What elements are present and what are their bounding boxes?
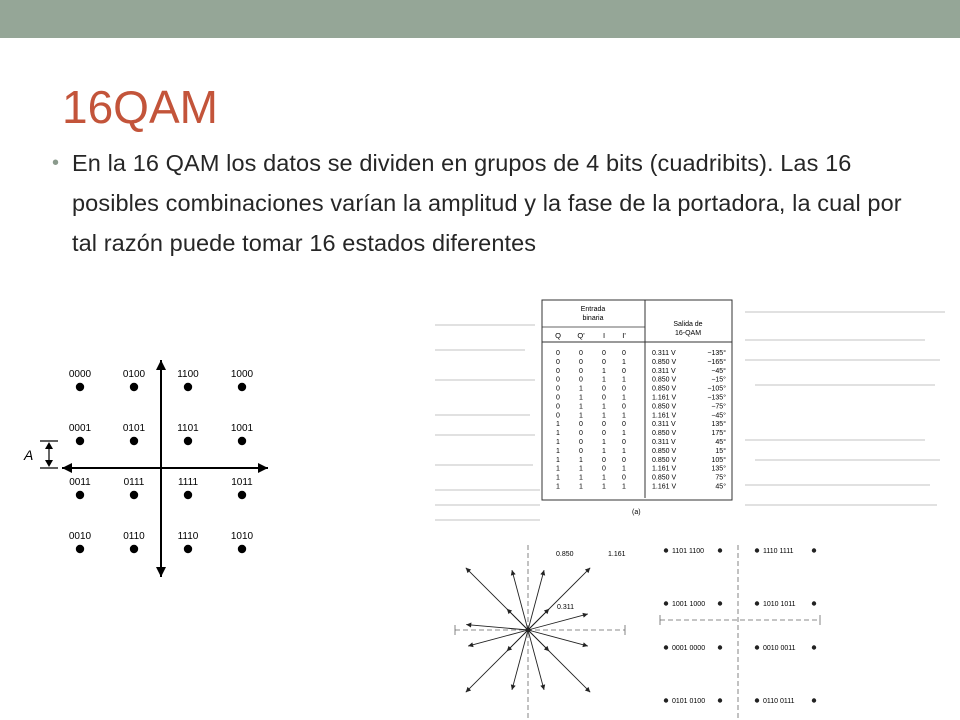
constellation-point-label: 0110 <box>123 531 145 542</box>
phasor-arrowhead <box>582 613 587 618</box>
phasor-origin <box>526 628 531 633</box>
table-column-header: Q <box>555 331 561 340</box>
right-point <box>755 548 759 552</box>
table-cell-phase: −15° <box>711 376 726 384</box>
table-cell-voltage: 0.850 V <box>652 447 677 455</box>
table-cell-bit: 1 <box>622 376 626 384</box>
table-cell-bit: 1 <box>579 465 583 473</box>
phasor-arrowhead <box>582 642 587 647</box>
table-cell-bit: 1 <box>622 447 626 455</box>
right-point <box>812 645 816 649</box>
right-point <box>718 548 722 552</box>
table-cell-bit: 1 <box>622 394 626 402</box>
table-cell-phase: 75° <box>715 474 726 482</box>
constellation-point <box>76 491 84 499</box>
table-cell-phase: 45° <box>715 483 726 491</box>
constellation-point <box>184 383 192 391</box>
right-point-label: 1001 1000 <box>672 601 706 608</box>
table-cell-phase: 175° <box>711 430 726 438</box>
table-cell-bit: 1 <box>556 439 560 446</box>
right-point-label: 1110 1111 <box>763 548 794 555</box>
table-cell-phase: −45° <box>711 367 726 375</box>
table-cell-voltage: 0.850 V <box>652 456 677 464</box>
right-point <box>755 698 759 702</box>
table-column-header: I' <box>622 331 626 340</box>
right-point-label: 0110 0111 <box>763 698 795 705</box>
right-point <box>664 698 668 702</box>
phasor-arrowhead <box>540 570 545 575</box>
phasor-arrowhead <box>466 623 471 628</box>
q-axis-arrow-down <box>156 567 166 577</box>
table-group-header-line1: Entrada <box>580 306 606 313</box>
table-cell-bit: 1 <box>622 483 626 491</box>
table-cell-phase: 135° <box>711 421 726 429</box>
constellation-point-label: 1100 <box>177 369 199 380</box>
table-cell-bit: 1 <box>579 456 583 464</box>
table-cell-voltage: 0.311 V <box>652 367 676 375</box>
phasor-vector <box>466 568 528 630</box>
right-point <box>812 601 816 605</box>
constellation-point <box>238 437 246 445</box>
table-cell-bit: 0 <box>602 385 606 393</box>
table-group-header-line2: binaria <box>582 315 604 322</box>
constellation-point <box>184 437 192 445</box>
table-column-header: Q' <box>577 331 585 340</box>
table-cell-bit: 0 <box>579 430 583 438</box>
table-cell-bit: 0 <box>556 385 560 393</box>
table-cell-bit: 1 <box>602 447 606 455</box>
right-point <box>718 698 722 702</box>
constellation-point <box>76 545 84 553</box>
table-cell-bit: 1 <box>602 403 606 411</box>
table-cell-bit: 0 <box>579 367 583 375</box>
phasor-vector <box>528 570 544 630</box>
table-cell-bit: 1 <box>622 358 626 366</box>
phasor-label: 0.311 <box>557 604 574 611</box>
constellation-point-label: 0000 <box>68 369 92 380</box>
right-point <box>755 645 759 649</box>
phasor-vector <box>466 630 528 692</box>
phasor-vector <box>528 630 544 690</box>
phasor-vector <box>528 630 590 692</box>
constellation-diagram-right <box>650 540 825 720</box>
table-cell-bit: 0 <box>556 394 560 402</box>
table-cell-bit: 1 <box>602 412 606 420</box>
table-cell-bit: 1 <box>602 376 606 384</box>
right-point-label: 0001 0000 <box>672 645 706 652</box>
constellation-point <box>238 491 246 499</box>
table-output-header-line2: 16-QAM <box>674 330 702 337</box>
table-cell-voltage: 0.850 V <box>652 376 677 384</box>
table-cell-phase: 45° <box>715 439 726 446</box>
table-cell-phase: −75° <box>711 403 726 411</box>
table-cell-phase: −105° <box>707 385 726 393</box>
table-cell-voltage: 0.850 V <box>652 430 677 438</box>
table-cell-bit: 0 <box>602 358 606 366</box>
table-cell-voltage: 1.161 V <box>652 412 677 420</box>
i-axis-arrow-right <box>258 463 268 473</box>
phasor-arrowhead <box>511 570 516 575</box>
phasor-vector <box>512 630 528 690</box>
table-cell-phase: 105° <box>711 456 726 464</box>
phasor-vector <box>528 614 588 630</box>
table-cell-bit: 0 <box>602 394 606 402</box>
constellation-point <box>76 437 84 445</box>
right-point <box>664 601 668 605</box>
phasor-arrowhead <box>468 642 473 647</box>
table-cell-bit: 1 <box>556 447 560 455</box>
table-cell-bit: 0 <box>556 412 560 420</box>
right-point <box>812 548 816 552</box>
bullet-marker: • <box>52 152 60 174</box>
phasor-vector <box>466 625 528 630</box>
constellation-point-label: 0101 <box>122 423 146 434</box>
table-cell-bit: 1 <box>556 421 560 429</box>
q-axis-arrow-up <box>156 360 166 370</box>
table-cell-phase: −135° <box>707 394 726 402</box>
i-axis-arrow-left <box>62 463 72 473</box>
constellation-point-label: 0011 <box>69 477 91 488</box>
table-cell-bit: 1 <box>579 385 583 393</box>
table-cell-bit: 1 <box>622 430 626 438</box>
constellation-point-label: 0010 <box>68 531 92 542</box>
table-cell-phase: −45° <box>711 412 726 420</box>
phasor-arrowhead <box>511 684 516 689</box>
right-point <box>812 698 816 702</box>
table-cell-bit: 0 <box>602 421 606 429</box>
truth-table <box>540 298 740 520</box>
table-caption: (a) <box>632 509 641 516</box>
table-cell-bit: 0 <box>602 465 606 473</box>
table-cell-phase: −135° <box>707 350 726 357</box>
constellation-point <box>238 545 246 553</box>
table-cell-bit: 1 <box>602 474 606 482</box>
table-cell-bit: 0 <box>556 367 560 375</box>
phasor-vector <box>468 630 528 646</box>
table-cell-bit: 1 <box>622 465 626 473</box>
table-cell-bit: 0 <box>602 350 606 357</box>
right-point-label: 0010 0011 <box>763 645 796 652</box>
constellation-point <box>130 545 138 553</box>
constellation-point <box>184 491 192 499</box>
phasor-diagram <box>425 540 640 720</box>
constellation-point <box>238 383 246 391</box>
table-cell-bit: 1 <box>579 474 583 482</box>
table-cell-bit: 0 <box>602 456 606 464</box>
table-cell-phase: −165° <box>707 358 726 366</box>
right-point-label: 0101 0100 <box>672 698 706 705</box>
constellation-point <box>130 437 138 445</box>
table-cell-voltage: 0.311 V <box>652 439 676 446</box>
constellation-point-label: 1011 <box>231 477 253 488</box>
constellation-point-label: 0111 <box>123 477 145 488</box>
table-cell-bit: 1 <box>622 412 626 420</box>
phasor-label: 1.161 <box>608 551 626 558</box>
constellation-point-label: 1101 <box>177 423 199 434</box>
phasor-vector <box>512 570 528 630</box>
right-point <box>718 601 722 605</box>
table-cell-phase: 135° <box>711 465 726 473</box>
table-cell-bit: 1 <box>602 439 606 446</box>
phasor-label: 0.850 <box>556 551 574 558</box>
table-cell-voltage: 0.311 V <box>652 421 676 429</box>
table-cell-bit: 0 <box>622 421 626 429</box>
right-point-label: 1010 1011 <box>763 601 796 608</box>
table-cell-bit: 0 <box>579 350 583 357</box>
top-accent-bar <box>0 0 960 38</box>
table-cell-voltage: 1.161 V <box>652 394 677 402</box>
constellation-point-label: 1111 <box>177 477 199 488</box>
table-cell-bit: 0 <box>622 385 626 393</box>
table-cell-bit: 1 <box>579 483 583 491</box>
bullet-paragraph <box>52 143 912 263</box>
table-cell-bit: 0 <box>622 367 626 375</box>
table-cell-bit: 0 <box>579 421 583 429</box>
right-point <box>664 548 668 552</box>
table-cell-voltage: 0.850 V <box>652 474 677 482</box>
table-cell-bit: 0 <box>579 376 583 384</box>
table-cell-bit: 0 <box>622 456 626 464</box>
table-cell-bit: 1 <box>579 412 583 420</box>
constellation-point <box>130 383 138 391</box>
table-cell-bit: 1 <box>556 456 560 464</box>
right-point <box>718 645 722 649</box>
table-cell-bit: 0 <box>556 350 560 357</box>
phasor-arrowhead <box>540 684 545 689</box>
constellation-point-label: 0001 <box>68 423 92 434</box>
constellation-point-label: 1010 <box>230 531 254 542</box>
constellation-point <box>130 491 138 499</box>
constellation-point-label: 1000 <box>230 369 254 380</box>
table-cell-bit: 0 <box>579 358 583 366</box>
phasor-vector <box>528 568 590 630</box>
table-column-header: I <box>602 331 606 340</box>
constellation-diagram <box>0 355 300 585</box>
table-cell-bit: 0 <box>602 430 606 438</box>
table-cell-bit: 0 <box>622 439 626 446</box>
table-cell-phase: 15° <box>715 447 726 455</box>
table-cell-bit: 0 <box>556 358 560 366</box>
constellation-point <box>184 545 192 553</box>
table-cell-bit: 1 <box>556 474 560 482</box>
table-cell-bit: 0 <box>622 474 626 482</box>
table-cell-bit: 1 <box>579 394 583 402</box>
table-cell-voltage: 0.850 V <box>652 403 677 411</box>
constellation-point <box>76 383 84 391</box>
right-point-label: 1101 1100 <box>672 548 705 555</box>
table-cell-bit: 0 <box>579 439 583 446</box>
amplitude-arrow-down <box>45 460 53 467</box>
slide-title: 16QAM <box>62 81 218 133</box>
right-point <box>755 601 759 605</box>
table-cell-voltage: 0.311 V <box>652 350 676 357</box>
constellation-point-label: 1001 <box>230 423 254 434</box>
table-cell-bit: 1 <box>556 430 560 438</box>
amplitude-label: A <box>24 447 34 463</box>
table-cell-bit: 0 <box>579 447 583 455</box>
table-cell-bit: 0 <box>622 403 626 411</box>
table-output-header-line1: Salida de <box>673 321 703 328</box>
table-cell-bit: 0 <box>556 376 560 384</box>
bullet-text: En la 16 QAM los datos se dividen en grupos de 4 bits (cuadribits). Las 16 posibles combinaciones varían la amplitud y la fase de la portadora, la cual por tal razón puede tomar 16 estados diferentes <box>72 150 902 256</box>
constellation-point-label: 1110 <box>177 531 199 542</box>
right-point <box>664 645 668 649</box>
table-cell-voltage: 0.850 V <box>652 385 677 393</box>
table-cell-bit: 0 <box>556 403 560 411</box>
constellation-point-label: 0100 <box>122 369 146 380</box>
table-border <box>542 300 732 500</box>
table-cell-bit: 1 <box>556 465 560 473</box>
table-cell-bit: 1 <box>556 483 560 491</box>
table-cell-voltage: 1.161 V <box>652 465 677 473</box>
table-cell-bit: 1 <box>579 403 583 411</box>
table-cell-voltage: 0.850 V <box>652 358 677 366</box>
table-cell-voltage: 1.161 V <box>652 483 677 491</box>
table-cell-bit: 0 <box>622 350 626 357</box>
amplitude-arrow-up <box>45 442 53 449</box>
phasor-vector <box>528 630 588 646</box>
table-cell-bit: 1 <box>602 483 606 491</box>
table-cell-bit: 1 <box>602 367 606 375</box>
